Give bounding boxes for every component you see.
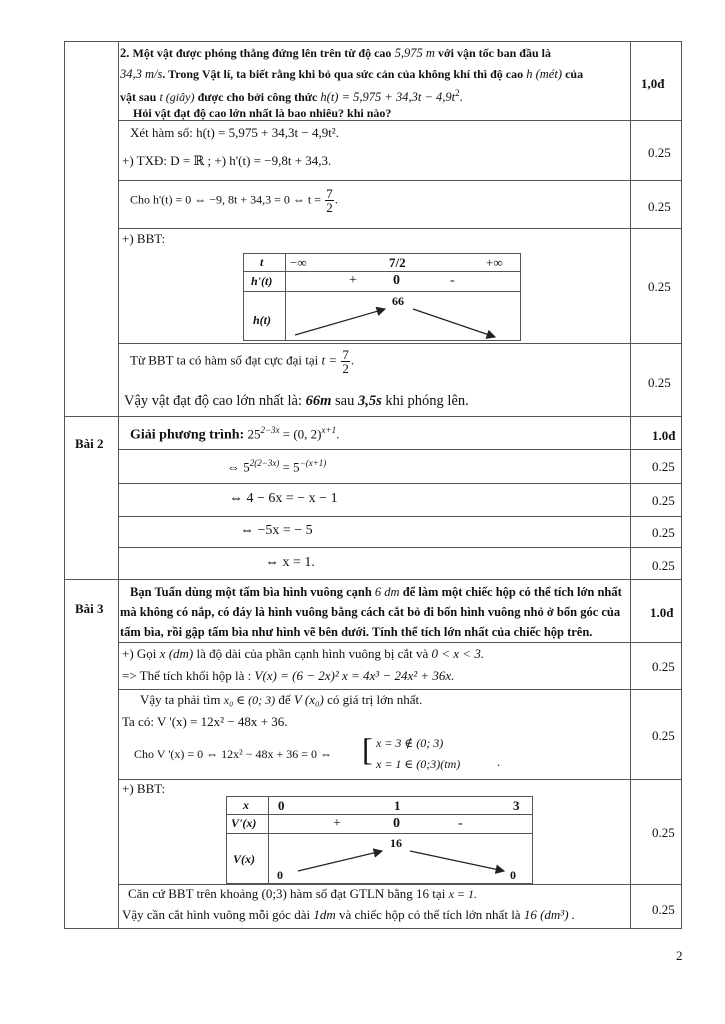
row-line xyxy=(118,483,682,484)
p2-row4-line1 xyxy=(130,348,354,375)
row-line xyxy=(118,779,682,780)
p2-bbt-x3: +∞ xyxy=(486,255,503,270)
bai3-bbt-hline xyxy=(226,814,533,815)
bai3-text: +) Gọi xyxy=(122,646,157,661)
bai3-text: để xyxy=(278,692,291,707)
bai3-var-x: x (dm) xyxy=(159,646,194,661)
bai2-score-1: 0.25 xyxy=(652,459,675,474)
p2-score-main: 1,0đ xyxy=(641,76,665,91)
bai3-label: Bài 3 xyxy=(75,601,104,616)
p2-bbt-sign-plus: + xyxy=(349,273,357,288)
bai2-header xyxy=(130,425,339,443)
p2-score-3: 0.25 xyxy=(648,279,671,294)
frac-den: 2 xyxy=(342,361,349,376)
bai2-score-3: 0.25 xyxy=(652,525,675,540)
p2-bbt-h: h(t) xyxy=(253,313,271,327)
p2-bbt-x1: −∞ xyxy=(290,255,307,270)
p2-text: . Trong Vật lí, ta biết rằng khi bỏ qua sức cản của không khí thì độ cao xyxy=(162,67,524,81)
row-line xyxy=(118,884,682,885)
p2-text: được cho bởi công thức xyxy=(197,90,318,105)
bai2-step1-rhs: = 5 xyxy=(282,459,300,475)
bai3-text: Vậy ta phải tìm xyxy=(140,692,221,707)
increase-arrow xyxy=(295,309,385,335)
col-divider-1 xyxy=(118,41,119,929)
bai2-period: . xyxy=(336,426,340,442)
bai3-r1-line2 xyxy=(122,669,454,684)
p2-bbt-sign-minus: - xyxy=(450,273,455,288)
bai3-r2-line2: Ta có: V '(x) = 12x² − 48x + 36. xyxy=(122,714,288,729)
p2-row2 xyxy=(130,187,338,214)
p2-score-2: 0.25 xyxy=(648,199,671,214)
fraction-7-2 xyxy=(341,348,350,375)
bai3-bbt-x1: 0 xyxy=(278,798,285,813)
p2-function: Xét hàm số: h(t) = 5,975 + 34,3t − 4,9t² xyxy=(130,125,336,140)
p2-row4-line2 xyxy=(124,393,469,410)
bai3-bbt-max: 16 xyxy=(390,836,402,850)
bai3-bbt-label: +) BBT: xyxy=(122,781,166,796)
p2-conclusion: Từ BBT ta có hàm số đạt cực đại tại xyxy=(130,352,319,368)
bai2-title: Giải phương trình: xyxy=(130,427,245,443)
p2-bbt-hline xyxy=(243,271,521,272)
bai2-step1 xyxy=(227,458,326,475)
bai2-label: Bài 2 xyxy=(75,436,104,451)
row-line xyxy=(118,228,682,229)
bai3-bbt-right: 0 xyxy=(510,868,516,882)
p2-header-line3 xyxy=(120,88,463,105)
col-divider-2 xyxy=(630,41,631,929)
bai3-score-main: 1.0đ xyxy=(650,605,674,620)
bai3-text: là độ dài của phần cạnh hình vuông bị cắt và xyxy=(196,646,429,661)
bai3-bbt-sign-plus: + xyxy=(333,816,341,831)
p2-answer-height: 66m xyxy=(305,393,332,409)
bai2-rhs: = (0, 2) xyxy=(282,426,322,442)
p2-header-line1 xyxy=(120,46,551,61)
bai3-text: Căn cứ BBT trên khoảng (0;3) hàm số đạt GTLN bằng 16 tại xyxy=(128,886,446,901)
p2-derivative-zero: Cho h'(t) = 0 ⇔ −9, 8t + 34,3 = 0 ⇔ t = xyxy=(130,192,321,207)
bai2-step4: ⇔ x = 1. xyxy=(265,555,315,570)
p2-bbt-dh: h'(t) xyxy=(251,274,273,288)
p2-bbt-arrows xyxy=(285,291,521,341)
row-line xyxy=(64,579,682,580)
bai2-base: 25 xyxy=(247,426,261,442)
p2-period: . xyxy=(350,352,355,368)
bai3-side: 6 dm xyxy=(374,585,400,599)
bai3-x0: x₀ ∈ (0; 3) xyxy=(223,693,276,707)
p2-bbt-label: +) BBT: xyxy=(122,231,166,246)
bai3-bracket: [ xyxy=(362,731,373,767)
p2-period: . xyxy=(334,191,338,207)
fraction-7-2 xyxy=(325,187,334,214)
bai3-bbt-sign-minus: - xyxy=(458,816,463,831)
bai3-text: để làm một chiếc hộp có thể tích lớn nhất xyxy=(402,585,622,599)
frac-num: 7 xyxy=(342,347,349,362)
p2-var-t: t (giây) xyxy=(159,90,195,105)
bai3-case-end: . xyxy=(497,754,501,769)
frac-num: 7 xyxy=(326,186,333,201)
row-line xyxy=(118,449,682,450)
bai2-step1-lhs: ⇔ 5 xyxy=(227,459,250,475)
bai2-score-main: 1.0đ xyxy=(652,428,676,443)
bai3-header-line3: tấm bìa, rồi gập tấm bìa như hình vẽ bên dưới. Tính thể tích lớn nhất của chiếc hộp trên. xyxy=(120,625,593,639)
bai3-vx0: V (x₀) xyxy=(293,692,324,707)
bai3-cut-length: 1dm xyxy=(313,907,336,922)
row-line xyxy=(118,516,682,517)
p2-answer-text: sau xyxy=(335,393,355,409)
p2-text: vật sau xyxy=(120,90,157,105)
bai3-bbt-v: V(x) xyxy=(233,852,255,866)
bai3-score-1: 0.25 xyxy=(652,659,675,674)
bai3-bbt-left: 0 xyxy=(277,868,283,882)
bai3-text: Bạn Tuấn dùng một tấm bìa hình vuông cạnh xyxy=(130,585,372,599)
p2-bbt-max: 66 xyxy=(392,294,404,308)
decrease-arrow xyxy=(413,309,495,337)
bai3-score-4: 0.25 xyxy=(652,902,675,917)
p2-number: 2. xyxy=(120,46,130,60)
p2-text: với vận tốc ban đầu là xyxy=(437,46,551,60)
bai3-r2-line3: Cho V '(x) = 0 ⇔ 12x² − 48x + 36 = 0 ⇔ xyxy=(134,747,333,761)
bai3-bbt-x2: 1 xyxy=(394,798,401,813)
p2-period: . xyxy=(459,90,463,105)
p2-formula: h(t) = 5,975 + 34,3t − 4,9t xyxy=(320,90,456,105)
bai3-bbt-arrows xyxy=(268,833,533,884)
bai3-score-3: 0.25 xyxy=(652,825,675,840)
p2-bbt-x2: 7/2 xyxy=(389,255,406,270)
frac-den: 2 xyxy=(326,200,333,215)
bai2-score-2: 0.25 xyxy=(652,493,675,508)
bai3-case1: x = 3 ∉ (0; 3) xyxy=(376,736,444,750)
bai2-step2: ⇔ 4 − 6x = − x − 1 xyxy=(229,491,338,506)
p2-period: . xyxy=(335,125,339,140)
bai3-max-volume: 16 (dm³) . xyxy=(523,907,576,922)
bai3-text: và chiếc hộp có thể tích lớn nhất là xyxy=(338,907,521,922)
p2-answer-text: Vậy vật đạt độ cao lớn nhất là: xyxy=(124,393,302,409)
bai3-score-2: 0.25 xyxy=(652,728,675,743)
row-line xyxy=(118,547,682,548)
p2-var-h: h (mét) xyxy=(526,67,562,81)
decrease-arrow xyxy=(410,851,504,871)
row-line xyxy=(118,343,682,344)
bai3-r4-line2 xyxy=(122,908,575,923)
bai3-bbt-zero: 0 xyxy=(393,816,400,831)
bai3-r1-line1 xyxy=(122,647,484,662)
bai2-step1-exp1: 2(2−3x) xyxy=(249,458,280,468)
bai2-step1-exp2: −(x+1) xyxy=(299,458,327,468)
bai2-exp2: x+1 xyxy=(321,425,337,435)
p2-question: Hỏi vật đạt độ cao lớn nhất là bao nhiêu? khi nào? xyxy=(133,106,392,120)
bai3-r4-line1 xyxy=(128,887,477,902)
p2-answer-time: 3,5s xyxy=(358,393,382,409)
p2-bbt-zero: 0 xyxy=(393,273,400,288)
p2-answer-text: khi phóng lên. xyxy=(385,393,469,409)
p2-bbt-t: t xyxy=(260,255,264,269)
bai3-x-eq-1: x = 1. xyxy=(448,887,477,901)
bai3-bbt-x: x xyxy=(243,798,249,812)
p2-velocity: 34,3 m/s xyxy=(120,67,163,81)
bai2-score-4: 0.25 xyxy=(652,558,675,573)
bai3-bbt-x3: 3 xyxy=(513,798,520,813)
bai3-volume: V(x) = (6 − 2x)² x = 4x³ − 24x² + 36x. xyxy=(254,668,455,683)
row-line xyxy=(118,180,682,181)
p2-row1-line2: +) TXĐ: D = ℝ ; +) h'(t) = −9,8t + 34,3. xyxy=(122,153,332,168)
bai2-step3: ⇔ −5x = − 5 xyxy=(240,523,313,538)
row-line xyxy=(118,689,682,690)
bai3-text: Vậy cần cắt hình vuông mỗi góc dài xyxy=(122,907,311,922)
increase-arrow xyxy=(298,851,382,871)
bai2-exp1: 2−3x xyxy=(260,425,280,435)
bai3-bbt-dv: V'(x) xyxy=(231,816,257,830)
bai3-text: => Thể tích khối hộp là : xyxy=(122,668,252,683)
p2-row1-line1 xyxy=(130,126,339,141)
p2-text: Một vật được phóng thẳng đứng lên trên từ độ cao xyxy=(132,46,392,60)
p2-t-eq: t = xyxy=(321,352,338,368)
bai3-domain: 0 < x < 3. xyxy=(431,646,485,661)
row-line xyxy=(118,642,682,643)
bai3-text: có giá trị lớn nhất. xyxy=(327,692,423,707)
bai3-header-line1 xyxy=(130,585,622,599)
page-number: 2 xyxy=(676,948,683,963)
bai3-header-line2: mà không có nắp, có đáy là hình vuông bằng cách cắt bỏ đi bốn hình vuông nhỏ ở bốn góc của xyxy=(120,605,621,619)
p2-exponent: 2 xyxy=(455,88,460,98)
p2-header-line2 xyxy=(120,67,583,82)
p2-height: 5,975 m xyxy=(394,46,435,60)
p2-score-4: 0.25 xyxy=(648,375,671,390)
bai3-case2: x = 1 ∈ (0;3)(tm) xyxy=(376,757,461,771)
p2-text: của xyxy=(565,67,584,81)
p2-score-1: 0.25 xyxy=(648,145,671,160)
bai3-r2-line1 xyxy=(140,693,422,708)
row-line xyxy=(64,416,682,417)
